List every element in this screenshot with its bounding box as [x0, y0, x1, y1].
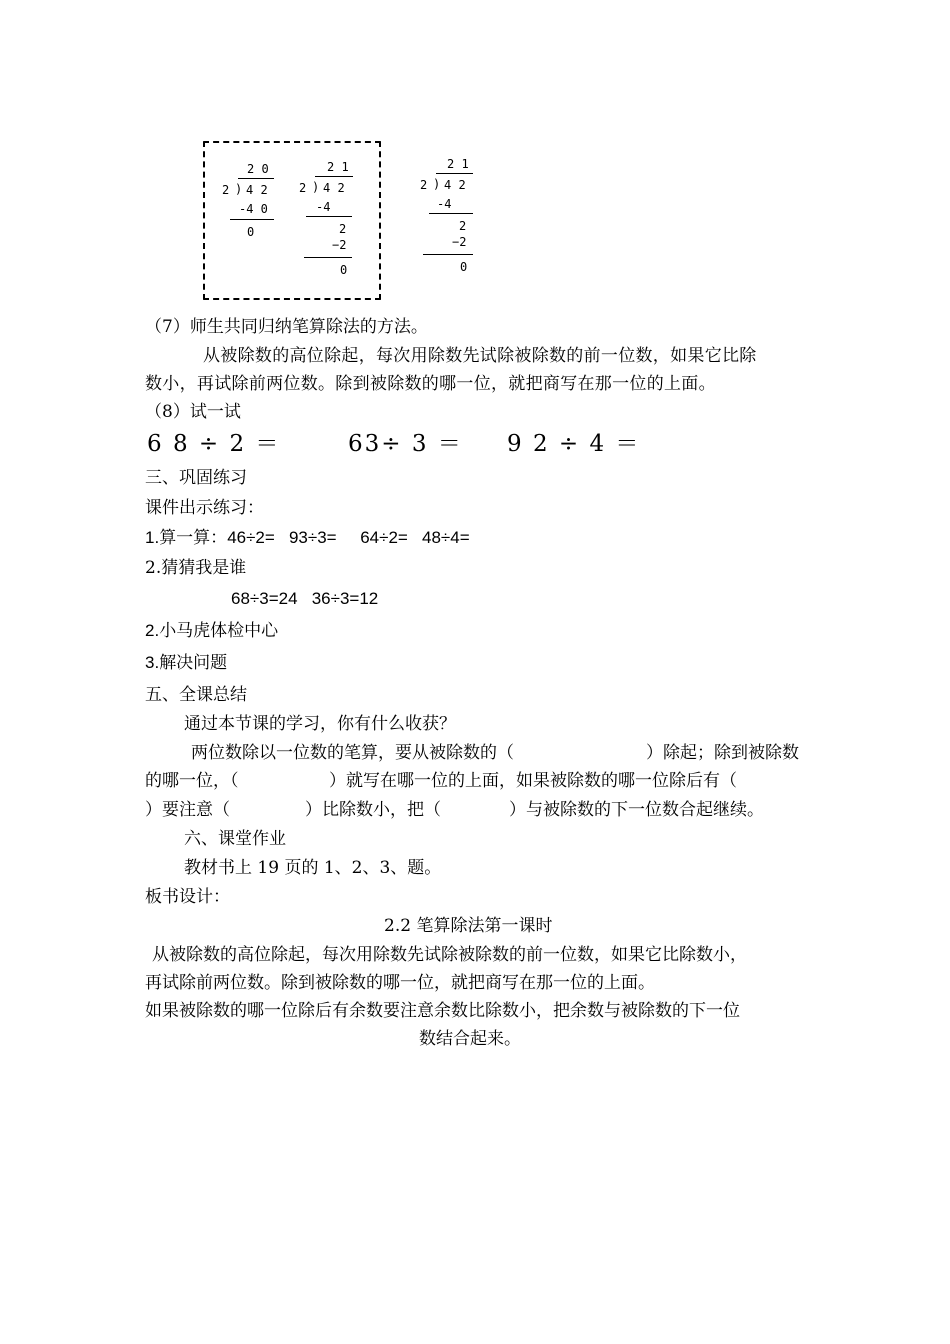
- divisor: 2: [222, 183, 230, 197]
- try-problem-1: 6 8 ÷ 2 ＝: [147, 431, 281, 457]
- quotient: 2 1: [327, 160, 349, 174]
- bring-down: 2: [339, 222, 347, 236]
- subtract-step: -4: [316, 200, 331, 214]
- remainder: 0: [340, 263, 348, 277]
- step-line: [429, 213, 473, 214]
- board-line2: 再试除前两位数。除到被除数的哪一位，就把商写在那一位的上面。: [145, 973, 655, 993]
- step8-heading: （8）试一试: [145, 402, 241, 422]
- summary-line1-part2: ）除起；除到被除数: [646, 743, 799, 763]
- remainder: 0: [247, 225, 255, 239]
- bracket: ): [235, 182, 243, 196]
- step-line: [304, 257, 352, 258]
- subtract-step: −2: [332, 238, 347, 252]
- summary-line1-part1: 两位数除以一位数的笔算，要从被除数的（: [191, 743, 514, 763]
- bracket: ): [433, 177, 441, 191]
- divisor: 2: [420, 178, 428, 192]
- summary-line3-part3: ）与被除数的下一位数合起继续。: [509, 800, 764, 820]
- exercise-1: [145, 527, 470, 549]
- exercise-title: 解决问题: [159, 653, 228, 673]
- section5-heading: 五、全课总结: [145, 685, 247, 705]
- remainder: 0: [460, 260, 468, 274]
- summary-line3-part1: ）要注意（: [145, 800, 230, 820]
- bring-down: 2: [459, 219, 467, 233]
- try-problem-2: 63÷ 3 ＝: [348, 431, 463, 457]
- division-bar: [238, 178, 274, 179]
- dividend: 4 2: [323, 181, 345, 195]
- section6-body: 教材书上 19 页的 1、2、3、题。: [184, 858, 442, 878]
- board-line4: 数结合起来。: [419, 1029, 521, 1049]
- dividend: 4 2: [444, 178, 466, 192]
- board-label: 板书设计：: [145, 887, 230, 907]
- division-bar: [315, 176, 353, 177]
- section6-heading: 六、课堂作业: [184, 829, 286, 849]
- step-line: [230, 219, 274, 220]
- step-line: [423, 254, 473, 255]
- subtract-step: -4: [437, 197, 452, 211]
- exercise-problems: 46÷2= 93÷3= 64÷2= 48÷4=: [227, 528, 470, 547]
- exercise-number: 2.: [145, 558, 162, 578]
- summary-line2-part1: 的哪一位，（: [145, 771, 239, 791]
- exercise-number: 1.: [145, 528, 160, 547]
- divisor: 2: [299, 181, 307, 195]
- board-line1: 从被除数的高位除起，每次用除数先试除被除数的前一位数，如果它比除数小，: [152, 945, 747, 965]
- section5-question: 通过本节课的学习，你有什么收获？: [184, 714, 456, 734]
- try-problem-3: 9 2 ÷ 4 ＝: [507, 431, 641, 457]
- step7-body-line2: 数小，再试除前两位数。除到被除数的哪一位，就把商写在那一位的上面。: [145, 374, 716, 394]
- exercise-title: 算一算：: [159, 528, 228, 548]
- exercise-4: [145, 652, 227, 674]
- step7-heading: （7）师生共同归纳笔算除法的方法。: [145, 317, 428, 337]
- subtract-step: −2: [452, 235, 467, 249]
- exercise-number: 3.: [145, 653, 160, 672]
- board-line3: 如果被除数的哪一位除后有余数要注意余数比除数小，把余数与被除数的下一位: [145, 1001, 740, 1021]
- step7-body-line1: 从被除数的高位除起，每次用除数先试除被除数的前一位数，如果它比除: [203, 346, 757, 366]
- exercise-2: [145, 557, 246, 579]
- quotient: 2 1: [447, 157, 469, 171]
- section3-intro: 课件出示练习：: [145, 498, 264, 518]
- exercise-2-problems: 68÷3=24 36÷3=12: [231, 589, 379, 608]
- quotient: 2 0: [247, 162, 269, 176]
- board-title: 2.2 笔算除法第一课时: [384, 916, 553, 936]
- step-line: [306, 216, 352, 217]
- dashed-example-frame: [203, 141, 381, 300]
- exercise-number: 2.: [145, 621, 160, 640]
- subtract-step: -4 0: [239, 202, 268, 216]
- exercise-3: [145, 620, 278, 642]
- section3-heading: 三、巩固练习: [145, 468, 247, 488]
- exercise-title: 小马虎体检中心: [159, 621, 279, 641]
- exercise-title: 猜猜我是谁: [161, 558, 247, 578]
- summary-line2-part2: ）就写在哪一位的上面，如果被除数的哪一位除后有（: [329, 771, 737, 791]
- division-bar: [436, 173, 473, 174]
- summary-line3-part2: ）比除数小，把（: [305, 800, 441, 820]
- dividend: 4 2: [246, 183, 268, 197]
- bracket: ): [312, 180, 320, 194]
